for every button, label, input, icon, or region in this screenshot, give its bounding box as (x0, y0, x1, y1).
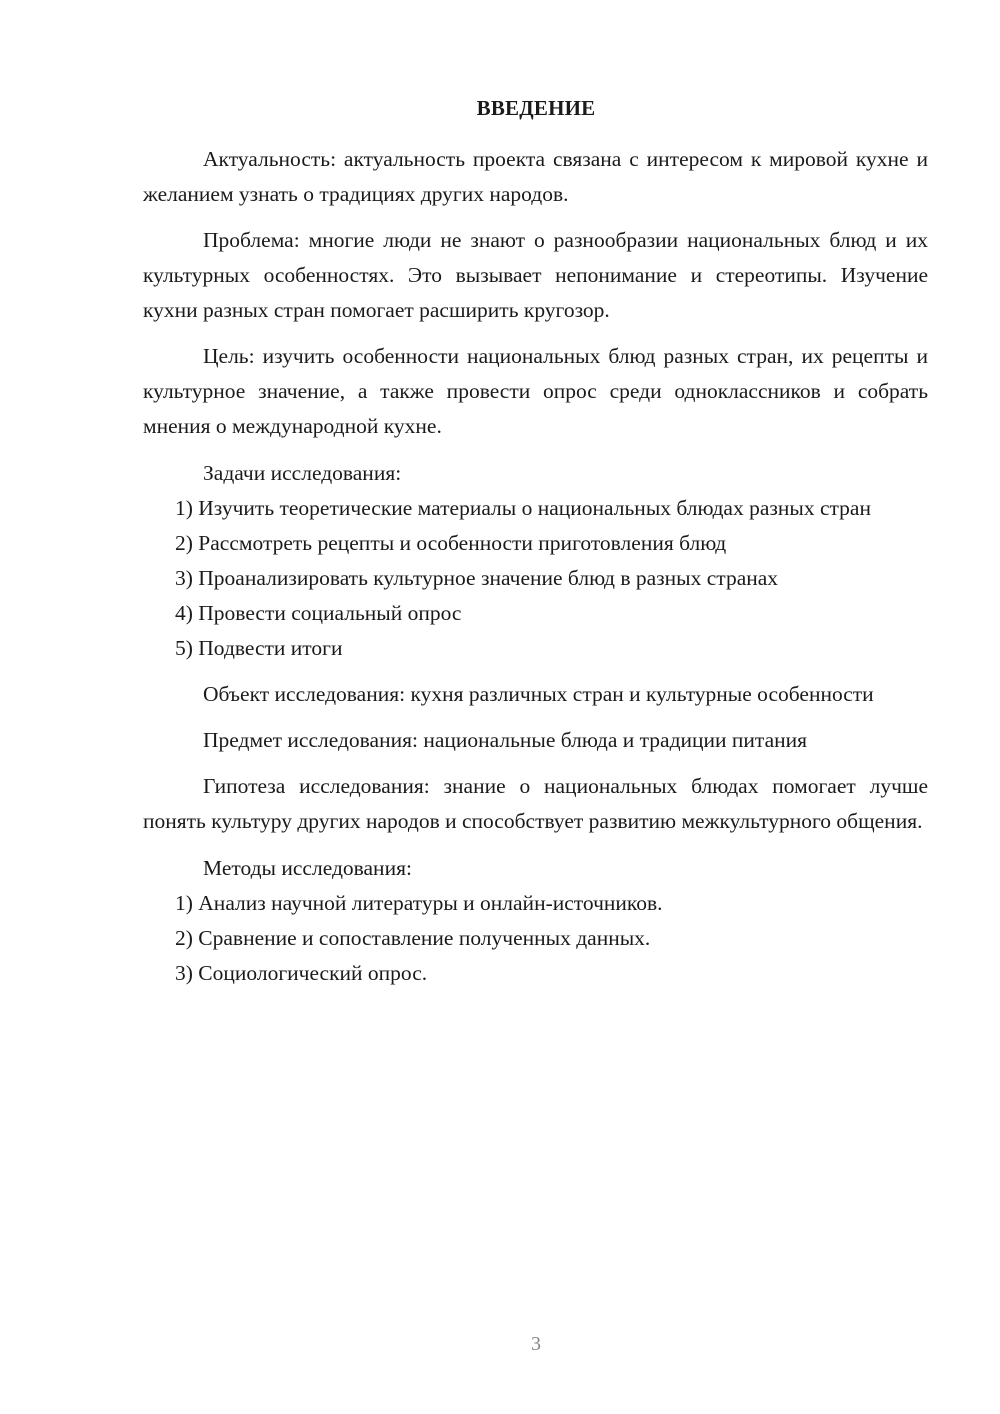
document-body (143, 142, 928, 991)
hypothesis-paragraph: Гипотеза исследования: знание о национальных блюдах помогает лучше понять культуру других народов и способствует развитию межкультурного общения. (143, 774, 928, 833)
page-title: ВВЕДЕНИЕ (476, 96, 596, 120)
task-item: 4) Провести социальный опрос (175, 601, 462, 625)
method-item: 3) Социологический опрос. (175, 961, 428, 985)
methods-heading: Методы исследования: (203, 856, 412, 880)
task-item: 5) Подвести итоги (175, 636, 343, 660)
task-item: 2) Рассмотреть рецепты и особенности приготовления блюд (175, 531, 727, 555)
task-item: 3) Проанализировать культурное значение блюд в разных странах (175, 566, 779, 590)
goal-paragraph: Цель: изучить особенности национальных блюд разных стран, их рецепты и культурное значение, а также провести опрос среди одноклассников и собрать мнения о международной кухне. (143, 344, 928, 438)
problem-paragraph: Проблема: многие люди не знают о разнообразии национальных блюд и их культурных особенностях. Это вызывает непонимание и стереотипы. Изучение кухни разных стран помогает расширить кругозор. (143, 228, 928, 322)
methods-list (143, 886, 928, 991)
method-item: 2) Сравнение и сопоставление полученных данных. (175, 926, 651, 950)
subject-paragraph: Предмет исследования: национальные блюда и традиции питания (203, 728, 808, 752)
method-item: 1) Анализ научной литературы и онлайн-источников. (175, 891, 663, 915)
tasks-heading: Задачи исследования: (203, 461, 402, 485)
task-item: 1) Изучить теоретические материалы о национальных блюдах разных стран (175, 496, 871, 520)
object-paragraph: Объект исследования: кухня различных стран и культурные особенности (203, 682, 874, 706)
page-number: 3 (531, 1333, 541, 1355)
tasks-list (143, 491, 928, 666)
relevance-paragraph: Актуальность: актуальность проекта связана с интересом к мировой кухне и желанием узнать о традициях других народов. (143, 147, 928, 206)
